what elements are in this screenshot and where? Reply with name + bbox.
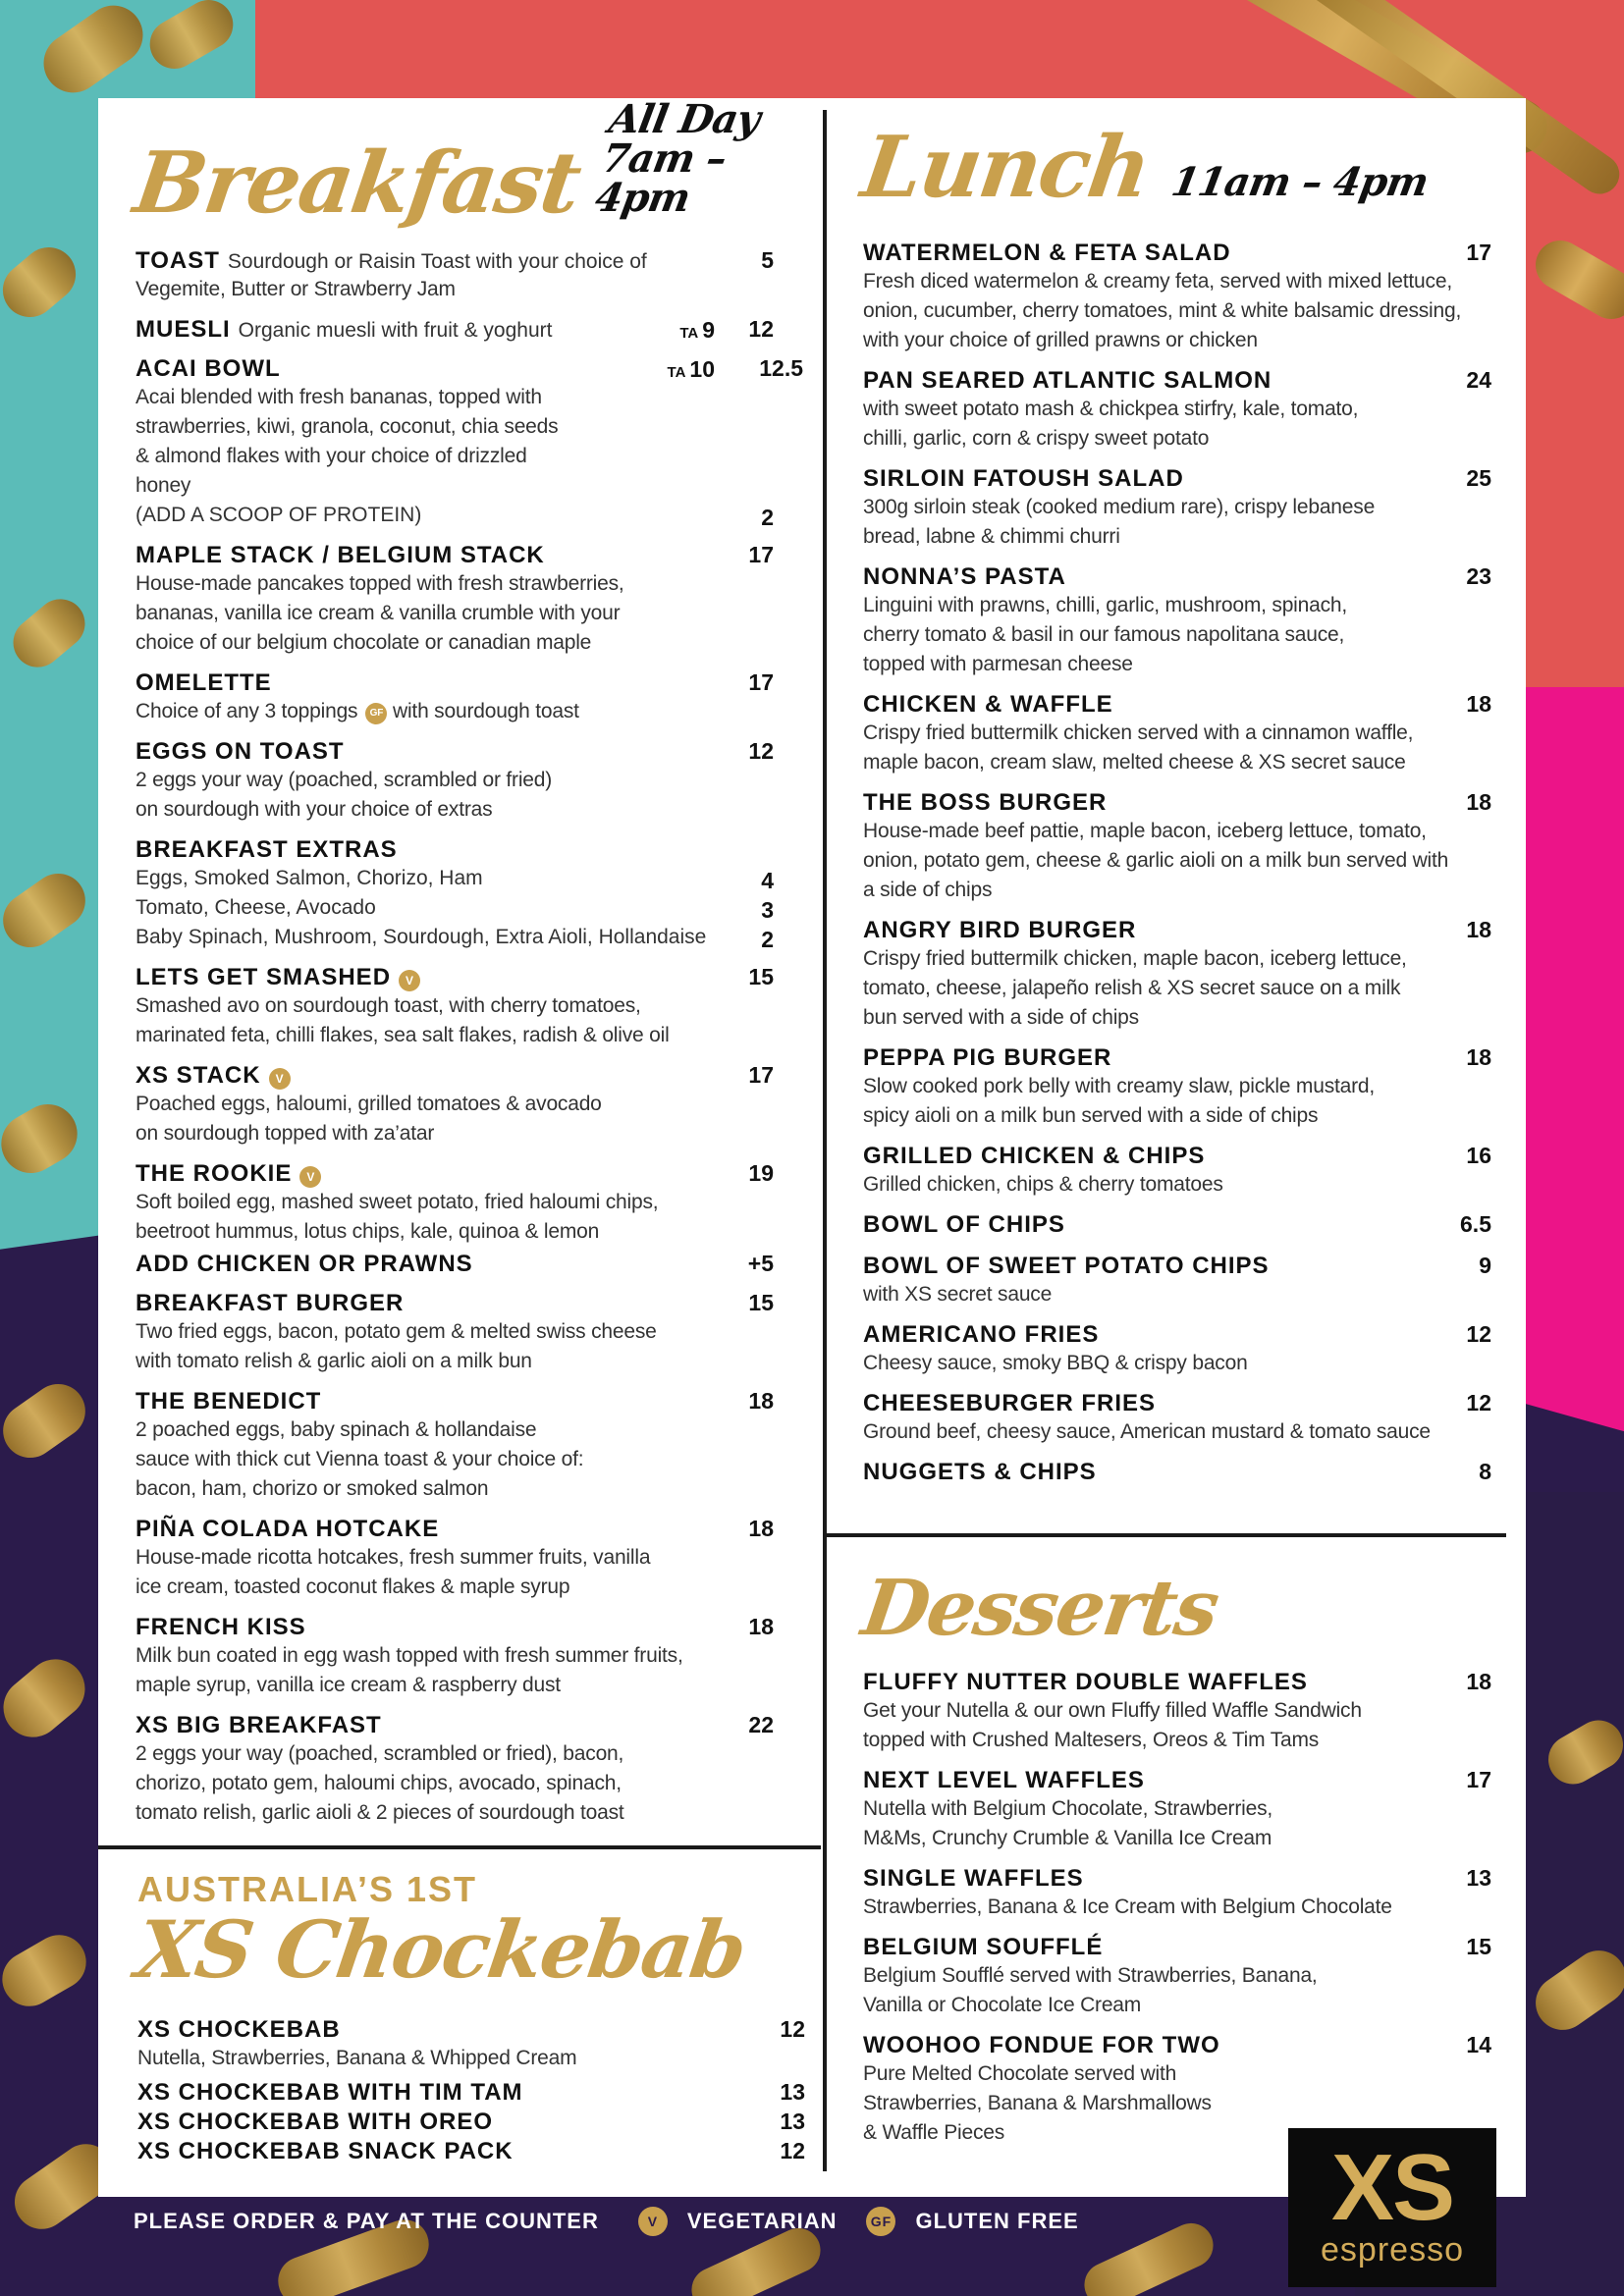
item-name: THE BENEDICT (135, 1388, 322, 1415)
item-price: 6.5 (1460, 1211, 1491, 1237)
logo-brand: XS (1330, 2135, 1454, 2241)
item-price: 5 (761, 247, 774, 273)
item-price: 18 (1466, 1044, 1491, 1070)
menu-item (863, 1934, 1491, 2020)
item-price: 12 (748, 316, 774, 342)
item-price: 18 (1466, 917, 1491, 942)
vegetarian-icon: V (399, 970, 420, 991)
item-name: PIÑA COLADA HOTCAKE (135, 1516, 440, 1542)
item-name: XS BIG BREAKFAST (135, 1712, 382, 1738)
menu-item (137, 2016, 805, 2073)
menu-item (863, 1143, 1491, 1200)
item-price: 13 (780, 2079, 805, 2105)
item-price: 8 (1479, 1459, 1491, 1484)
item-name: EGGS ON TOAST (135, 738, 345, 765)
item-name: MUESLI (135, 316, 231, 343)
item-desc: Linguini with prawns, chilli, garlic, mushroom, spinach, cherry tomato & basil in our famous napolitana sauce, topped with parmesan cheese (863, 594, 1348, 675)
item-name: THE BOSS BURGER (863, 789, 1108, 816)
menu-item (135, 964, 803, 1050)
vegetarian-icon: V (269, 1068, 291, 1090)
menu-item (863, 1211, 1491, 1239)
ta-label: TA (667, 364, 686, 381)
menu-item (135, 1160, 803, 1247)
item-name: ADD CHICKEN OR PRAWNS (135, 1251, 473, 1277)
item-name: WOOHOO FONDUE FOR TWO (863, 2032, 1220, 2058)
item-price: 13 (1466, 1865, 1491, 1891)
item-desc: Belgium Soufflé served with Strawberries, Banana, Vanilla or Chocolate Ice Cream (863, 1964, 1318, 2016)
xs-espresso-logo (1288, 2128, 1496, 2287)
extras-row: Eggs, Smoked Salmon, Chorizo, Ham 4 (135, 867, 774, 893)
item-price: +5 (747, 1251, 774, 1276)
breakfast-hours: All Day 7am – 4pm (591, 96, 764, 221)
chockebab-kicker: AUSTRALIA’S 1ST (137, 1869, 478, 1909)
item-name: TOAST (135, 247, 220, 274)
item-price: 2 (761, 927, 774, 952)
item-price: 15 (748, 1290, 774, 1315)
item-name: GRILLED CHICKEN & CHIPS (863, 1143, 1206, 1169)
item-price: 9 (1479, 1253, 1491, 1278)
order-instruction: PLEASE ORDER & PAY AT THE COUNTER (134, 2209, 599, 2233)
item-price: 12 (1466, 1321, 1491, 1347)
item-name: NONNA’S PASTA (863, 563, 1066, 590)
item-desc: Choice of any 3 toppings GF with sourdough toast (135, 700, 579, 722)
desserts-heading (856, 1557, 1491, 1653)
menu-item (135, 316, 803, 344)
menu-item (135, 1712, 803, 1828)
menu-item (135, 669, 803, 726)
item-name: BOWL OF CHIPS (863, 1211, 1065, 1238)
item-name: XS CHOCKEBAB WITH TIM TAM (137, 2079, 523, 2106)
item-desc: Soft boiled egg, mashed sweet potato, fried haloumi chips, beetroot hummus, lotus chips, kale, quinoa & lemon (135, 1191, 659, 1243)
item-name: XS CHOCKEBAB SNACK PACK (137, 2138, 514, 2164)
item-desc: Ground beef, cheesy sauce, American mustard & tomato sauce (863, 1420, 1431, 1443)
item-price: 18 (748, 1388, 774, 1414)
item-price: 18 (1466, 789, 1491, 815)
item-desc: Get your Nutella & our own Fluffy filled Waffle Sandwich topped with Crushed Maltesers, Oreos & Tim Tams (863, 1699, 1362, 1751)
item-name: XS STACK (135, 1062, 261, 1089)
item-desc: House-made ricotta hotcakes, fresh summer fruits, vanilla ice cream, toasted coconut flakes & maple syrup (135, 1546, 651, 1598)
menu-item (863, 1390, 1491, 1447)
column-divider (823, 110, 827, 2171)
item-desc: Poached eggs, haloumi, grilled tomatoes & avocado on sourdough topped with za’atar (135, 1093, 602, 1145)
item-name: BOWL OF SWEET POTATO CHIPS (863, 1253, 1270, 1279)
item-desc: Nutella, Strawberries, Banana & Whipped Cream (137, 2047, 577, 2069)
item-desc: Acai blended with fresh bananas, topped with strawberries, kiwi, granola, coconut, chia seeds & almond flakes with your choice of drizzled honey (135, 386, 559, 497)
item-desc: Slow cooked pork belly with creamy slaw, pickle mustard, spicy aioli on a milk bun served with a side of chips (863, 1075, 1376, 1127)
menu-item (135, 542, 803, 658)
item-name: PEPPA PIG BURGER (863, 1044, 1112, 1071)
item-desc: Smashed avo on sourdough toast, with cherry tomatoes, marinated feta, chilli flakes, sea salt flakes, radish & olive oil (135, 994, 670, 1046)
item-price: 16 (1466, 1143, 1491, 1168)
item-desc: 300g sirloin steak (cooked medium rare), crispy lebanese bread, labne & chimmi churri (863, 496, 1376, 548)
menu-item (135, 1062, 803, 1148)
item-name: ANGRY BIRD BURGER (863, 917, 1137, 943)
menu-item (135, 247, 803, 304)
item-desc: Pure Melted Chocolate served with Strawberries, Banana & Marshmallows & Waffle Pieces (863, 2062, 1212, 2144)
item-name: NEXT LEVEL WAFFLES (863, 1767, 1145, 1793)
item-price: 12 (780, 2016, 805, 2042)
item-name: FLUFFY NUTTER DOUBLE WAFFLES (863, 1669, 1308, 1695)
takeaway-price (668, 356, 715, 383)
section-divider-left (98, 1845, 821, 1849)
item-name: SINGLE WAFFLES (863, 1865, 1084, 1892)
menu-item (863, 563, 1491, 679)
item-price: 18 (748, 1614, 774, 1639)
item-desc: Sourdough or Raisin Toast with your choice of (227, 250, 647, 273)
item-desc: House-made pancakes topped with fresh strawberries, bananas, vanilla ice cream & vanilla crumble with your choice of our belgium chocolate or canadian maple (135, 572, 624, 654)
item-price: 17 (748, 542, 774, 567)
menu-item (863, 1044, 1491, 1131)
menu-item (135, 1251, 803, 1278)
item-desc: Grilled chicken, chips & cherry tomatoes (863, 1173, 1223, 1196)
vegetarian-icon: V (299, 1166, 321, 1188)
item-name: MAPLE STACK / BELGIUM STACK (135, 542, 545, 568)
item-desc: Milk bun coated in egg wash topped with fresh summer fruits, maple syrup, vanilla ice cream & raspberry dust (135, 1644, 683, 1696)
menu-item (863, 465, 1491, 552)
desserts-section (856, 1557, 1491, 2160)
item-desc: House-made beef pattie, maple bacon, iceberg lettuce, tomato, onion, potato gem, cheese & garlic aioli on a milk bun served with a side of chips (863, 820, 1449, 901)
chockebab-section (131, 1869, 805, 2177)
item-desc: 2 eggs your way (poached, scrambled or fried) on sourdough with your choice of extras (135, 769, 553, 821)
menu-item (863, 1767, 1491, 1853)
item-name: PAN SEARED ATLANTIC SALMON (863, 367, 1272, 394)
item-price: 18 (1466, 691, 1491, 717)
item-name: BELGIUM SOUFFLÉ (863, 1934, 1104, 1960)
item-price: 12 (780, 2138, 805, 2163)
item-name: FRENCH KISS (135, 1614, 306, 1640)
item-price: 12.5 (759, 355, 803, 381)
menu-item (135, 1290, 803, 1376)
menu-item (863, 1865, 1491, 1922)
menu-item (135, 1388, 803, 1504)
item-price: 12 (748, 738, 774, 764)
menu-item (135, 355, 803, 530)
item-price: 14 (1466, 2032, 1491, 2057)
menu-item (863, 1459, 1491, 1486)
item-price: 3 (761, 897, 774, 923)
item-price: 12 (1466, 1390, 1491, 1415)
item-price: 18 (748, 1516, 774, 1541)
item-name: WATERMELON & FETA SALAD (863, 240, 1231, 266)
item-price: 15 (748, 964, 774, 989)
vegetarian-label: VEGETARIAN (686, 2209, 838, 2233)
item-name: CHICKEN & WAFFLE (863, 691, 1113, 718)
menu-item (137, 2109, 805, 2136)
item-desc: Crispy fried buttermilk chicken, maple bacon, iceberg lettuce, tomato, cheese, jalapeño relish & XS secret sauce on a milk bun served with a side of chips (863, 947, 1407, 1029)
item-name: AMERICANO FRIES (863, 1321, 1100, 1348)
ta-label: TA (679, 325, 699, 342)
footer-note (134, 2207, 1079, 2236)
item-name: BREAKFAST BURGER (135, 1290, 405, 1316)
menu-item (863, 240, 1491, 355)
item-desc: 2 poached eggs, baby spinach & hollandaise sauce with thick cut Vienna toast & your choice of: bacon, ham, chorizo or smoked salmon (135, 1418, 584, 1500)
logo-sub: espresso (1321, 2230, 1464, 2269)
item-name: LETS GET SMASHED (135, 964, 392, 990)
takeaway-price (679, 317, 715, 344)
item-name: SIRLOIN FATOUSH SALAD (863, 465, 1184, 492)
menu-item (863, 1321, 1491, 1378)
lunch-title: Lunch (855, 118, 1156, 217)
chockebab-title: XS Chockebab (131, 1903, 751, 1996)
ta-price: 9 (702, 317, 715, 343)
item-name: BREAKFAST EXTRAS (135, 836, 398, 863)
vegetarian-icon: V (638, 2207, 668, 2236)
menu-item (135, 1614, 803, 1700)
item-price: 22 (748, 1712, 774, 1737)
gluten-free-icon: GF (866, 2207, 895, 2236)
item-price: 17 (748, 1062, 774, 1088)
item-desc: Nutella with Belgium Chocolate, Strawberries, M&Ms, Crunchy Crumble & Vanilla Ice Cream (863, 1797, 1273, 1849)
item-desc: with sweet potato mash & chickpea stirfry, kale, tomato, chilli, garlic, corn & crispy sweet potato (863, 398, 1359, 450)
ta-price: 10 (689, 356, 715, 382)
menu-item (863, 367, 1491, 454)
menu-item (135, 738, 803, 825)
item-name: OMELETTE (135, 669, 272, 696)
menu-item (863, 1253, 1491, 1309)
lunch-section (855, 118, 1491, 1498)
item-name: CHEESEBURGER FRIES (863, 1390, 1157, 1416)
addon-row (135, 501, 803, 530)
menu-item (135, 1516, 803, 1602)
item-price: 17 (1466, 1767, 1491, 1792)
menu-item (863, 789, 1491, 905)
item-desc: Cheesy sauce, smoky BBQ & crispy bacon (863, 1352, 1248, 1374)
item-desc: Vegemite, Butter or Strawberry Jam (135, 278, 456, 300)
item-price: 18 (1466, 1669, 1491, 1694)
item-name: XS CHOCKEBAB WITH OREO (137, 2109, 494, 2135)
item-price: 24 (1466, 367, 1491, 393)
menu-item (137, 2079, 805, 2107)
item-desc: Two fried eggs, bacon, potato gem & melted swiss cheese with tomato relish & garlic aioli on a milk bun (135, 1320, 657, 1372)
lunch-heading (855, 118, 1491, 217)
item-name: THE ROOKIE (135, 1160, 293, 1187)
item-name: NUGGETS & CHIPS (863, 1459, 1097, 1485)
menu-item (863, 917, 1491, 1033)
extras-row: Baby Spinach, Mushroom, Sourdough, Extra Aioli, Hollandaise 2 (135, 926, 774, 952)
item-price: 19 (748, 1160, 774, 1186)
item-desc: with XS secret sauce (863, 1283, 1053, 1306)
item-price: 13 (780, 2109, 805, 2134)
item-price: 25 (1466, 465, 1491, 491)
item-price: 17 (748, 669, 774, 695)
item-desc: Crispy fried buttermilk chicken served with a cinnamon waffle, maple bacon, cream slaw, melted cheese & XS secret sauce (863, 721, 1414, 774)
breakfast-section (128, 96, 803, 1840)
menu-item (137, 2138, 805, 2165)
item-price: 4 (761, 868, 774, 893)
addon-text: (ADD A SCOOP OF PROTEIN) (135, 504, 422, 526)
item-name: XS CHOCKEBAB (137, 2016, 341, 2043)
lunch-hours: 11am – 4pm (1168, 159, 1433, 205)
menu-item (135, 836, 803, 952)
menu-item (863, 1669, 1491, 1755)
item-desc: Strawberries, Banana & Ice Cream with Belgium Chocolate (863, 1896, 1392, 1918)
extras-row: Tomato, Cheese, Avocado 3 (135, 896, 774, 923)
item-price: 17 (1466, 240, 1491, 265)
item-price: 15 (1466, 1934, 1491, 1959)
breakfast-heading (128, 96, 803, 233)
item-name: ACAI BOWL (135, 355, 281, 382)
section-divider-right (827, 1533, 1506, 1537)
item-price: 23 (1466, 563, 1491, 589)
addon-price: 2 (761, 505, 774, 530)
item-desc: Fresh diced watermelon & creamy feta, served with mixed lettuce, onion, cucumber, cherry tomatoes, mint & white balsamic dressing, with your choice of grilled prawns or chicken (863, 270, 1462, 351)
desserts-title: Desserts (856, 1564, 1223, 1653)
gluten-free-label: GLUTEN FREE (915, 2209, 1079, 2233)
gluten-free-icon: GF (365, 703, 387, 724)
item-desc: Organic muesli with fruit & yoghurt (238, 319, 553, 342)
menu-item (863, 691, 1491, 777)
breakfast-title: Breakfast (128, 133, 586, 233)
item-desc: 2 eggs your way (poached, scrambled or fried), bacon, chorizo, potato gem, haloumi chips, avocado, spinach, tomato relish, garlic aioli & 2 pieces of sourdough toast (135, 1742, 624, 1824)
